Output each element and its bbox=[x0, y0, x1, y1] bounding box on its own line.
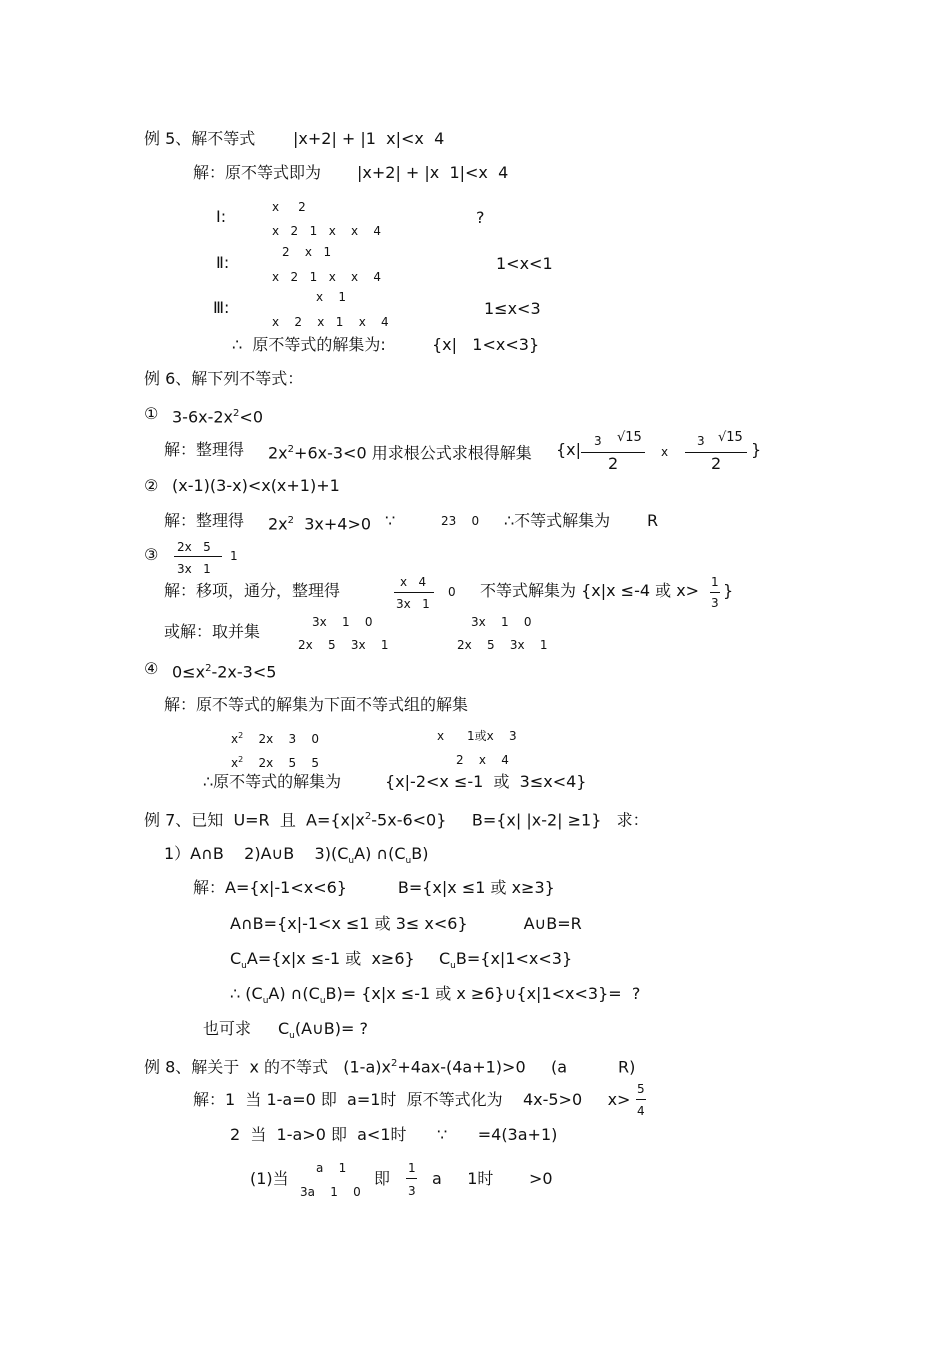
case-2-result: 1<x<1 bbox=[496, 254, 553, 273]
problem-3-solution-fraction-bar bbox=[394, 592, 434, 593]
problem-2-solution-expr: $2x^2$ 3x+4>0 bbox=[268, 514, 372, 534]
example-7-title: 例 7、已知 U=R 且 $A=\{x|x^2-5x-6<0\}$ B={x| |x-2| ≥1} 求： bbox=[144, 810, 649, 830]
problem-4-number: ④ bbox=[144, 659, 159, 678]
alt-system-2-top: 3x 1 0 bbox=[471, 615, 532, 629]
problem-3-alternative-label: 或解：取并集 bbox=[164, 622, 261, 641]
example-6-title: 例 6、解下列不等式： bbox=[144, 369, 304, 388]
alt-system-2-bottom: 2x 5 3x 1 bbox=[457, 638, 548, 652]
problem-3-solution-denominator: 3x 1 bbox=[396, 597, 430, 611]
root-2-fraction-bar bbox=[685, 452, 747, 453]
problem-4-system-line-2: $x^2$ 2x 5 5 bbox=[231, 755, 319, 770]
discriminant-value: 23 0 bbox=[441, 514, 480, 528]
problem-1-number: ① bbox=[144, 404, 159, 423]
case-1-label: Ⅰ: bbox=[216, 207, 227, 226]
example-5-solution-set: {x| 1<x<3} bbox=[432, 335, 540, 354]
example-7-line-5b: $C_u(A\cup B)=$ ? bbox=[278, 1019, 368, 1042]
problem-4-solution-set: {x|-2<x ≤-1 或 3≤x<4} bbox=[385, 772, 587, 791]
problem-3-number: ③ bbox=[144, 545, 159, 564]
example-8-case-1-ie: 即 bbox=[374, 1169, 391, 1188]
example-8-case-1-frac-den: 3 bbox=[408, 1184, 416, 1198]
case-2-label: Ⅱ: bbox=[216, 253, 230, 272]
case-3-label: Ⅲ: bbox=[213, 298, 230, 317]
case-3-result: 1≤x<3 bbox=[484, 299, 541, 318]
problem-1-variable: x bbox=[661, 445, 669, 459]
problem-4-system-line-1: $x^2$ 2x 3 0 bbox=[231, 731, 319, 746]
example-7-line-3b: $C_uB=\{x|1<x<3\}$ bbox=[439, 949, 573, 972]
example-7-line-2: A∩B={x|-1<x ≤1 或 3≤ x<6} A∪B=R bbox=[230, 914, 582, 933]
root-1-denominator: 2 bbox=[608, 454, 619, 473]
example-5-title: 例 5、解不等式 bbox=[144, 129, 256, 148]
case-2-condition: 2 x 1 bbox=[282, 245, 332, 259]
root-2-sqrt: √15 bbox=[718, 430, 743, 445]
example-8-case-1-label: (1)当 bbox=[250, 1169, 289, 1188]
example-7-line-5a: 也可求 bbox=[203, 1019, 252, 1038]
problem-1-set-open: {x| bbox=[556, 440, 582, 459]
example-8-case-1-top: a 1 bbox=[316, 1161, 347, 1175]
root-2-denominator: 2 bbox=[711, 454, 722, 473]
root-1-numerator: 3 bbox=[594, 434, 602, 448]
alt-system-1-bottom: 2x 5 3x 1 bbox=[298, 638, 389, 652]
example-7-line-1: 解：A={x|-1<x<6} B={x|x ≤1 或 x≥3} bbox=[193, 878, 555, 897]
example-7-questions: 1）A∩B 2)A∪B $3)(C_uA)$ $\cap(C_uB)$ bbox=[164, 844, 429, 867]
problem-1-expr: $3-6x-2x^2<0$ bbox=[172, 407, 263, 427]
root-1-sqrt: √15 bbox=[617, 430, 642, 445]
example-8-case-1-rest: a 1时 >0 bbox=[432, 1169, 553, 1188]
example-8-case-1-bottom: 3a 1 0 bbox=[300, 1185, 361, 1199]
problem-3-solution-set: 不等式解集为 {x|x ≤-4 或 x> bbox=[480, 581, 700, 600]
case-1-inequality: x 2 1 x x 4 bbox=[272, 224, 382, 238]
example-8-title: 例 8、解关于 x 的不等式 $(1-a)x^2+4ax-(4a+1)>0$ (a R) bbox=[144, 1057, 636, 1077]
example-7-line-3a: $C_uA=\{x|x \le-1$ 或 x≥6} bbox=[230, 949, 415, 972]
case-2-inequality: x 2 1 x x 4 bbox=[272, 270, 382, 284]
problem-2-conclusion: ∴不等式解集为 bbox=[504, 511, 611, 530]
case-3-condition: x 1 bbox=[316, 290, 346, 304]
problem-4-conclusion: ∴原不等式的解集为 bbox=[203, 772, 342, 791]
root-2-numerator: 3 bbox=[697, 434, 705, 448]
alt-system-1-top: 3x 1 0 bbox=[312, 615, 373, 629]
example-5-solution-label: 解：原不等式即为 bbox=[193, 163, 322, 182]
example-7-line-4: ∴ $(C_uA)$ $\cap(C_uB)= \{x|x \le-1$ 或 x ≥6}∪{x|1<x<3}= ? bbox=[230, 984, 641, 1007]
problem-2-solution-label: 解：整理得 bbox=[164, 511, 245, 530]
example-5-inequality: |x+2| + |1 x|<x 4 bbox=[293, 129, 445, 148]
problem-3-solution-label: 解：移项，通分，整理得 bbox=[164, 581, 341, 600]
example-8-line-2: 2 当 1-a>0 即 a<1时 ∵ =4(3a+1) bbox=[230, 1125, 558, 1144]
problem-3-set-fraction-num: 1 bbox=[711, 575, 719, 589]
problem-3-set-fraction-den: 3 bbox=[711, 596, 719, 610]
example-8-case-1-frac-bar bbox=[406, 1178, 417, 1179]
example-8-fraction-den: 4 bbox=[637, 1104, 645, 1118]
problem-3-solution-numerator: x 4 bbox=[400, 575, 427, 589]
example-5-conclusion: ∴ 原不等式的解集为: bbox=[232, 335, 386, 354]
case-1-condition: x 2 bbox=[272, 200, 306, 214]
problem-3-denominator: 3x 1 bbox=[177, 562, 211, 576]
problem-2-number: ② bbox=[144, 476, 159, 495]
problem-4-result-line-1: x 1或x 3 bbox=[437, 729, 517, 743]
example-8-fraction-bar bbox=[636, 1099, 646, 1100]
example-5-solution-expr: |x+2| + |x 1|<x 4 bbox=[357, 163, 509, 182]
problem-1-solution-expr: $2x^2+6x-3<0$ 用求根公式求根得解集 bbox=[268, 443, 532, 463]
problem-1-set-close: } bbox=[751, 440, 762, 459]
root-1-fraction-bar bbox=[581, 452, 645, 453]
problem-4-expr: $0\le x^2-2x-3<5$ bbox=[172, 662, 277, 682]
problem-3-set-fraction-bar bbox=[710, 592, 720, 593]
problem-2-solution-set: R bbox=[647, 511, 659, 530]
problem-1-solution-label: 解：整理得 bbox=[164, 440, 245, 459]
example-8-case-1-frac-num: 1 bbox=[408, 1161, 416, 1175]
problem-3-numerator: 2x 5 bbox=[177, 540, 211, 554]
problem-4-solution-label: 解：原不等式的解集为下面不等式组的解集 bbox=[164, 695, 469, 714]
case-1-result: ? bbox=[476, 208, 485, 227]
problem-2-expr: (x-1)(3-x)<x(x+1)+1 bbox=[172, 476, 340, 495]
problem-3-solution-zero: 0 bbox=[448, 585, 456, 599]
problem-4-result-line-2: 2 x 4 bbox=[456, 753, 509, 767]
example-8-fraction-num: 5 bbox=[637, 1082, 645, 1096]
because-symbol: ∵ bbox=[385, 511, 396, 530]
example-8-line-1: 解：1 当 1-a=0 即 a=1时 原不等式化为 4x-5>0 x> bbox=[193, 1090, 631, 1109]
case-3-inequality: x 2 x 1 x 4 bbox=[272, 315, 389, 329]
problem-3-fraction-bar bbox=[174, 556, 222, 557]
problem-3-set-close: } bbox=[723, 581, 734, 600]
problem-3-rhs: 1 bbox=[230, 549, 238, 563]
